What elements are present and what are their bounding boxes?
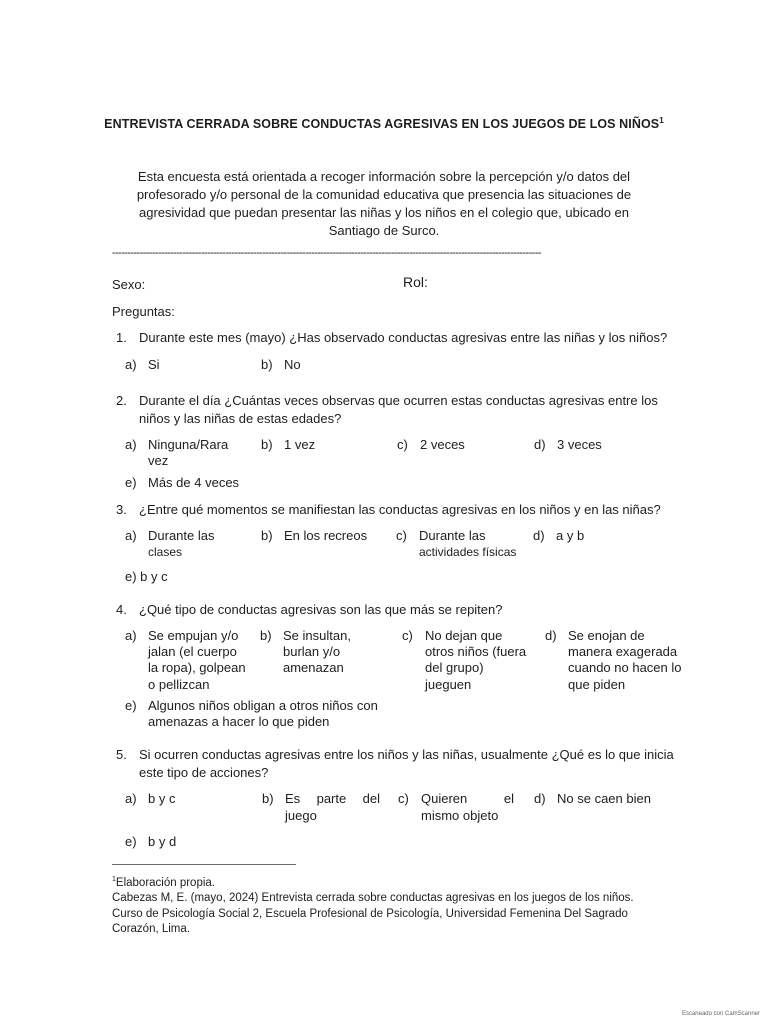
q2-option-a-line1: Ninguna/Rara xyxy=(148,437,229,452)
question-2-number: 2. xyxy=(116,393,127,408)
q2-option-a-line2: vez xyxy=(148,453,169,468)
question-4-number: 4. xyxy=(116,602,127,617)
question-3-number: 3. xyxy=(116,502,127,517)
q4-option-a-line4: o pellizcan xyxy=(148,677,210,692)
question-2-text-line1: Durante el día ¿Cuántas veces observas que ocurren estas conductas agresivas entre los xyxy=(139,393,658,408)
q5-option-a: b y c xyxy=(148,791,176,806)
q2-option-d-letter: d) xyxy=(534,437,546,452)
q4-option-c-line4: jueguen xyxy=(425,677,472,692)
q5-option-d-letter: d) xyxy=(534,791,546,806)
q1-option-b-letter: b) xyxy=(261,357,273,372)
q2-option-d: 3 veces xyxy=(557,437,602,452)
question-1-number: 1. xyxy=(116,330,127,345)
q3-option-c-letter: c) xyxy=(396,528,407,543)
q5-option-c-line1: Quieren el xyxy=(421,791,514,806)
q2-option-c: 2 veces xyxy=(420,437,465,452)
q3-option-d: a y b xyxy=(556,528,585,543)
rol-label: Rol: xyxy=(403,274,428,290)
footnote-divider xyxy=(112,864,296,865)
q5-option-e: b y d xyxy=(148,834,177,849)
q4-option-c-letter: c) xyxy=(402,628,413,643)
q5-option-b-line1: Es parte del xyxy=(285,791,380,806)
footnote-line3: Curso de Psicología Social 2, Escuela Profesional de Psicología, Universidad Femenina Del Sagrado xyxy=(112,907,628,920)
intro-paragraph: Esta encuesta está orientada a recoger información sobre la percepción y/o datos del profesorado y/o personal de la comunidad educativa que presencia las situaciones de agresividad que puedan presentar las niñas y los niños en el colegio que, ubicado en Santiago de Surco. xyxy=(136,169,632,238)
footnote-line4: Corazón, Lima. xyxy=(112,923,190,936)
q2-option-b: 1 vez xyxy=(284,437,316,452)
q1-option-a-letter: a) xyxy=(125,357,137,372)
separator-line: -------------------------------------------------------------------------------------------------------------------------------------------- xyxy=(112,247,541,259)
q4-option-c-line2: otros niños (fuera xyxy=(425,644,527,659)
q4-option-b-line2: burlan y/o xyxy=(283,644,341,659)
q3-option-b: En los recreos xyxy=(284,528,368,543)
q1-option-a: Si xyxy=(148,357,160,372)
q5-option-b-letter: b) xyxy=(262,791,274,806)
question-3-text: ¿Entre qué momentos se manifiestan las conductas agresivas en los niños y en las niñas? xyxy=(139,502,661,517)
q4-option-a-letter: a) xyxy=(125,628,137,643)
q3-option-a-letter: a) xyxy=(125,528,137,543)
q4-option-d-line1: Se enojan de xyxy=(568,628,645,643)
q4-option-b-line3: amenazan xyxy=(283,660,344,675)
q4-option-b-line1: Se insultan, xyxy=(283,628,351,643)
q4-option-a-line1: Se empujan y/o xyxy=(148,628,239,643)
q3-option-a-line1: Durante las xyxy=(148,528,215,543)
question-5-text-line1: Si ocurren conductas agresivas entre los niños y las niñas, usualmente ¿Qué es lo que inicia xyxy=(139,747,674,762)
q5-option-c-letter: c) xyxy=(398,791,409,806)
scanner-watermark: Escaneado con CamScanner xyxy=(681,1011,760,1017)
footnote-line1: Elaboración propia. xyxy=(115,876,215,889)
q5-option-c-line2: mismo objeto xyxy=(421,808,499,823)
q3-option-c-line2: actividades físicas xyxy=(419,545,517,559)
preguntas-label: Preguntas: xyxy=(112,304,175,319)
q4-option-e-line1: Algunos niños obligan a otros niños con xyxy=(148,698,378,713)
question-5-number: 5. xyxy=(116,747,127,762)
q4-option-d-letter: d) xyxy=(545,628,557,643)
q2-option-e-letter: e) xyxy=(125,475,137,490)
q3-option-c-line1: Durante las xyxy=(419,528,486,543)
q4-option-d-line2: manera exagerada xyxy=(568,644,678,659)
q4-option-e-line2: amenazas a hacer lo que piden xyxy=(148,714,330,729)
question-4-text: ¿Qué tipo de conductas agresivas son las que más se repiten? xyxy=(139,602,503,617)
q3-option-b-letter: b) xyxy=(261,528,273,543)
q2-option-b-letter: b) xyxy=(261,437,273,452)
q4-option-d-line4: que piden xyxy=(568,677,626,692)
q3-option-d-letter: d) xyxy=(533,528,545,543)
q3-option-e: e) b y c xyxy=(125,569,168,584)
q4-option-c-line1: No dejan que xyxy=(425,628,503,643)
q4-option-e-letter: e) xyxy=(125,698,137,713)
question-5-text-line2: este tipo de acciones? xyxy=(139,765,269,780)
footnote-number: 1 xyxy=(112,876,116,883)
q2-option-a-letter: a) xyxy=(125,437,137,452)
question-1-text: Durante este mes (mayo) ¿Has observado conductas agresivas entre las niñas y los niños? xyxy=(139,330,668,345)
sexo-label: Sexo: xyxy=(112,277,146,292)
footnote-line2: Cabezas M, E. (mayo, 2024) Entrevista cerrada sobre conductas agresivas en los juegos de los niños. xyxy=(112,892,634,905)
q5-option-a-letter: a) xyxy=(125,791,137,806)
question-2-text-line2: niños y las niñas de estas edades? xyxy=(139,411,342,426)
q1-option-b: No xyxy=(284,357,301,372)
q4-option-a-line3: la ropa), golpean xyxy=(148,660,246,675)
q2-option-c-letter: c) xyxy=(397,437,408,452)
q5-option-b-line2: juego xyxy=(285,808,317,823)
q4-option-d-line3: cuando no hacen lo xyxy=(568,660,682,675)
q4-option-c-line3: del grupo) xyxy=(425,660,484,675)
q3-option-a-line2: clases xyxy=(148,545,183,559)
footnote-ref: 1 xyxy=(659,116,664,125)
document-title: ENTREVISTA CERRADA SOBRE CONDUCTAS AGRESIVAS EN LOS JUEGOS DE LOS NIÑOS$^1$ xyxy=(104,116,664,132)
q5-option-d: No se caen bien xyxy=(557,791,651,806)
q4-option-b-letter: b) xyxy=(260,628,272,643)
footnote xyxy=(112,872,672,938)
q5-option-e-letter: e) xyxy=(125,834,137,849)
q4-option-a-line2: jalan (el cuerpo xyxy=(148,644,237,659)
q2-option-e: Más de 4 veces xyxy=(148,475,240,490)
